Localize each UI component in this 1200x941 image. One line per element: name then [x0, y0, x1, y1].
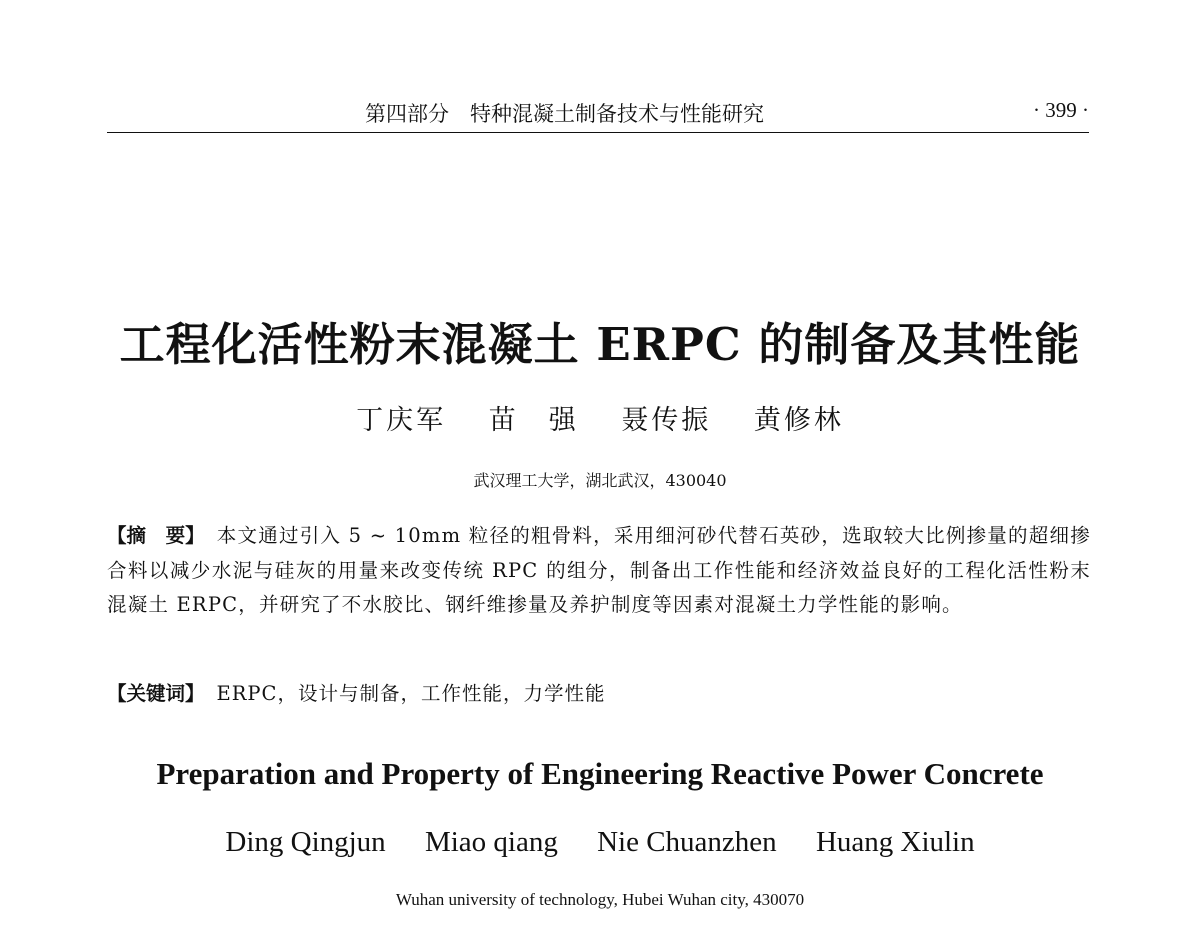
section-title: 第四部分 特种混凝土制备技术与性能研究 — [365, 102, 764, 126]
chinese-affiliation: 武汉理工大学，湖北武汉，430040 — [473, 471, 727, 490]
chinese-author: 聂传振 — [621, 405, 712, 436]
english-author: Huang Xiulin — [815, 826, 975, 858]
english-title: Preparation and Property of Engineering Reactive Power Concrete — [156, 756, 1044, 791]
abstract — [107, 519, 1091, 623]
english-authors — [0, 826, 1200, 859]
keywords — [107, 677, 1091, 711]
chinese-authors — [0, 398, 1200, 437]
page-number: · 399 · — [1033, 98, 1089, 122]
chinese-author: 丁庆军 — [356, 405, 447, 436]
chinese-title: 工程化活性粉末混凝土 ERPC 的制备及其性能 — [119, 318, 1081, 371]
english-affiliation: Wuhan university of technology, Hubei Wuhan city, 430070 — [395, 890, 805, 909]
abstract-label: 【摘 要】 — [107, 524, 205, 547]
keywords-text: ERPC，设计与制备，工作性能，力学性能 — [216, 682, 606, 705]
english-author: Miao qiang — [424, 826, 558, 858]
chinese-author: 黄修林 — [753, 405, 844, 436]
abstract-text: 本文通过引入 5 ~ 10mm 粒径的粗骨料，采用细河砂代替石英砂，选取较大比例掺量的超细掺合料以减少水泥与硅灰的用量来改变传统 RPC 的组分，制备出工作性能和经济效益良好的工程化活性粉末混凝土 ERPC，并研究了不水胶比、钢纤维掺量及养护制度等因素对混凝土力学性能的影响。 — [107, 524, 1091, 616]
running-header — [107, 92, 1089, 133]
english-author: Ding Qingjun — [225, 826, 386, 858]
chinese-author: 苗 强 — [488, 405, 579, 436]
english-author: Nie Chuanzhen — [597, 826, 777, 858]
keywords-label: 【关键词】 — [107, 682, 205, 705]
